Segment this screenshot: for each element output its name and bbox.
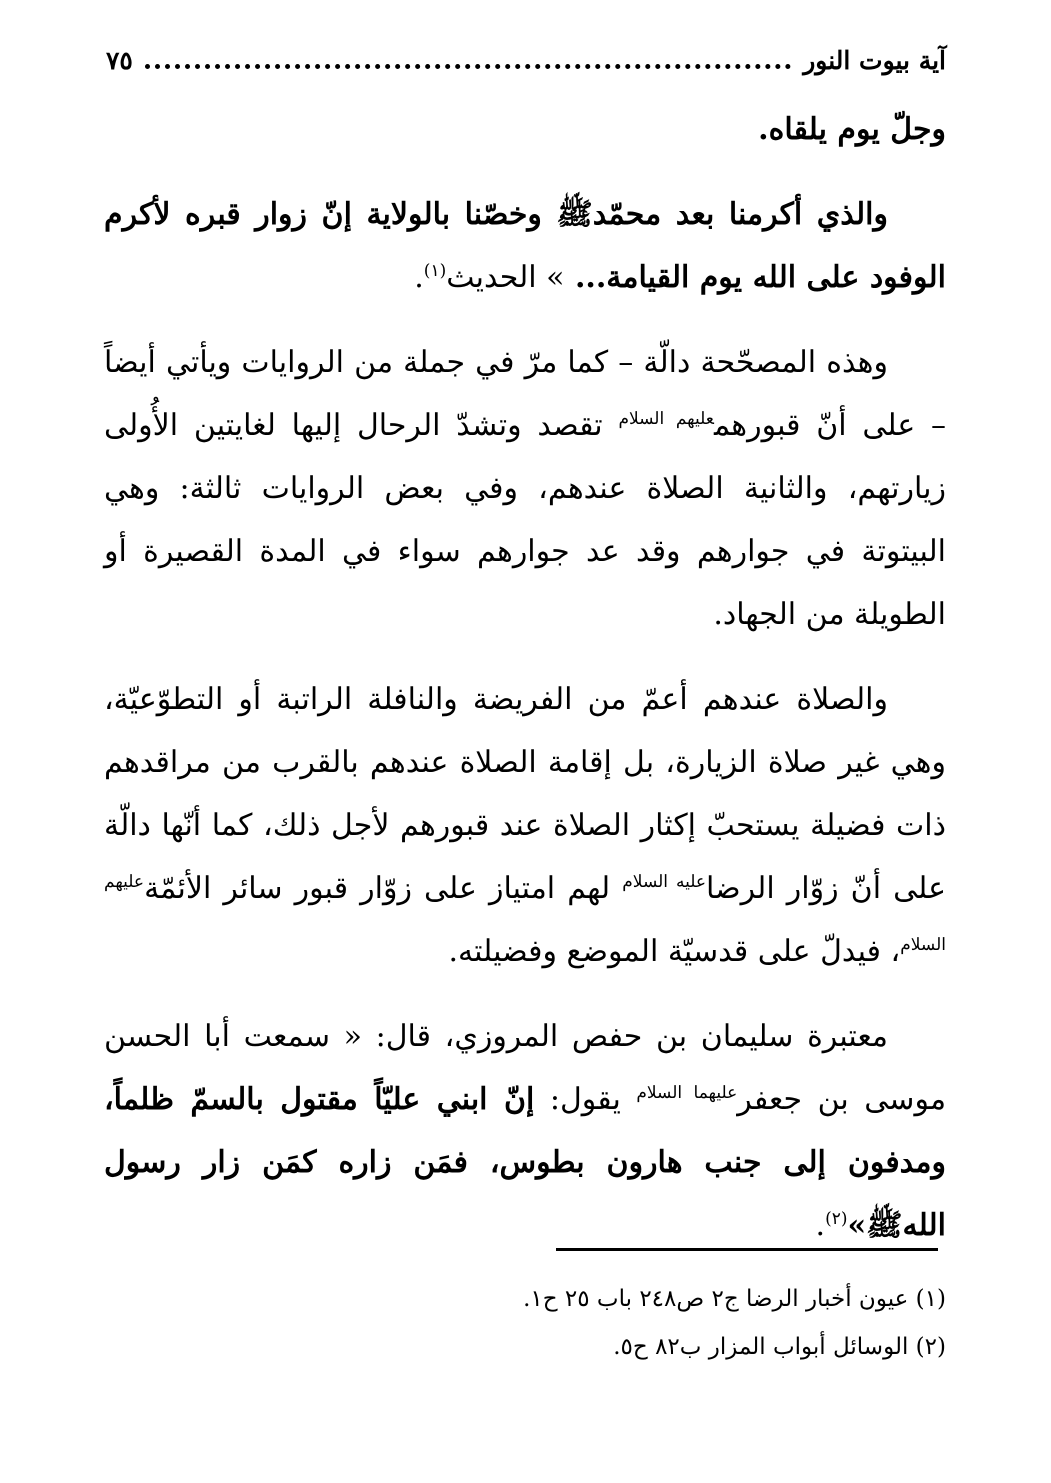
superscript-mark: (٢) <box>825 1209 848 1229</box>
paragraph <box>104 183 946 309</box>
text-segment: ، فيدلّ على قدسيّة الموضع وفضيلته. <box>448 934 901 969</box>
header-title: آية بيوت النور <box>803 45 946 75</box>
text-segment: . <box>414 260 424 295</box>
paragraph <box>104 1005 946 1257</box>
text-segment: والصلاة عندهم أعمّ من الفريضة والنافلة الراتبة أو التطوّعيّة، وهي غير صلاة الزيارة، بل إقامة الصلاة عندهم بالقرب من مراقدهم ذات فضيلة يستحبّ إكثار الصلاة عند قبورهم لأجل ذلك، كما أنّها دالّة على أنّ زوّار الرضا <box>104 682 946 906</box>
text-segment: » <box>847 1208 867 1243</box>
text-segment: لهم امتياز على زوّار قبور سائر الأئمّة <box>144 871 623 906</box>
paragraph <box>104 331 946 646</box>
header-dot-leader <box>145 64 791 69</box>
paragraph <box>104 668 946 983</box>
footnotes <box>360 1275 946 1371</box>
text-segment: يقول: <box>534 1082 637 1117</box>
superscript-mark: عليهم السلام <box>104 872 946 955</box>
text-segment: . <box>815 1208 826 1243</box>
running-header <box>106 38 946 82</box>
footnote-2: (٢) الوسائل أبواب المزار ب٨٢ ح٥. <box>613 1334 946 1360</box>
text-segment: إنّ ابني عليّاً مقتول بالسمّ ظلماً، ومدفون إلى جنب هارون بطوس، فمَن زاره كمَن زار رسول الله <box>104 1082 946 1243</box>
text-segment: وهذه المصحّحة دالّة – كما مرّ في جملة من الروايات ويأتي أيضاً – على أنّ قبورهم <box>104 345 947 443</box>
superscript-mark: عليهم السلام <box>618 409 714 429</box>
body-text <box>104 98 946 1279</box>
text-segment: وخصّنا بالولاية إنّ زوار قبره لأكرم الوفود على الله يوم القيامة... <box>104 197 946 295</box>
paragraph <box>104 98 946 161</box>
page-number: ٧٥ <box>106 45 133 75</box>
superscript-mark: عليه السلام <box>622 872 707 892</box>
text-segment: تقصد وتشدّ الرحال إليها لغايتين الأُولى زيارتهم، والثانية الصلاة عندهم، وفي بعض الروايات ثالثة: وهي البيتوتة في جوارهم وقد عد جوارهم سواء في المدة القصيرة أو الطويلة من الجهاد. <box>104 408 946 632</box>
text-segment: » الحديث <box>446 260 565 295</box>
text-segment: ﷺ <box>556 197 593 232</box>
superscript-mark: عليهما السلام <box>636 1083 738 1103</box>
text-segment: وجلّ يوم يلقاه. <box>758 112 946 147</box>
text-segment: معتبرة سليمان بن حفص المروزي، قال: « سمعت أبا الحسن موسى بن جعفر <box>104 1019 947 1117</box>
text-segment: ﷺ <box>866 1208 903 1243</box>
footnote-separator <box>556 1248 938 1251</box>
footnote-1: (١) عيون أخبار الرضا ج٢ ص٢٤٨ باب ٢٥ ح١. <box>523 1286 946 1312</box>
text-segment: والذي أكرمنا بعد محمّد <box>592 197 888 232</box>
superscript-mark: (١) <box>423 261 447 281</box>
